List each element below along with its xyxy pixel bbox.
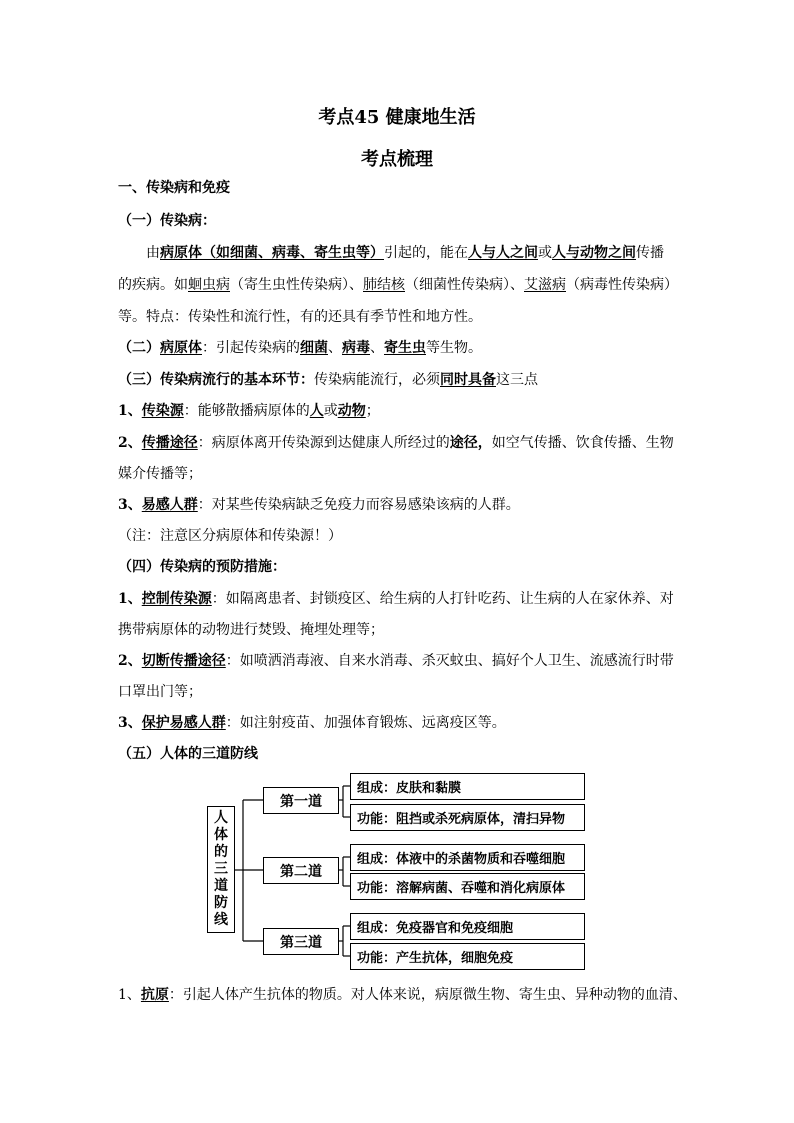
second-line-box: 第二道: [263, 857, 339, 884]
paragraph-line-2: 的疾病。如蛔虫病（寄生虫性传染病）、肺结核（细菌性传染病）、艾滋病（病毒性传染病）: [118, 277, 678, 293]
section-heading: 一、传染病和免疫: [118, 180, 230, 196]
transmission-route-item-cont: 媒介传播等；: [118, 466, 202, 482]
subsection-5-label: （五）人体的三道防线: [118, 746, 258, 762]
subsection-4-label: （四）传染病的预防措施：: [118, 559, 286, 575]
second-line-composition: 组成：体液中的杀菌物质和吞噬细胞: [350, 844, 585, 871]
susceptible-group-item: 3、易感人群：对某些传染病缺乏免疫力而容易感染该病的人群。: [118, 497, 520, 513]
prevention-item-3: 3、保护易感人群：如注射疫苗、加强体育锻炼、远离疫区等。: [118, 715, 506, 731]
page-subtitle: 考点梳理: [361, 149, 433, 170]
prevention-item-1-cont: 携带病原体的动物进行焚毁、掩埋处理等；: [118, 622, 384, 638]
root-char: 的: [214, 844, 228, 860]
page-title: 考点45 健康地生活: [318, 107, 476, 128]
first-line-composition: 组成：皮肤和黏膜: [350, 773, 585, 800]
prevention-item-2-cont: 口罩出门等；: [118, 684, 202, 700]
root-char: 防: [214, 895, 228, 911]
third-line-box: 第三道: [263, 928, 339, 955]
three-lines-of-defense-root: [207, 806, 235, 933]
note-text: （注：注意区分病原体和传染源！）: [118, 528, 342, 544]
paragraph-line-1: 由病原体（如细菌、病毒、寄生虫等）引起的，能在人与人之间或人与动物之间传播: [146, 245, 664, 261]
transmission-route-item: 2、传播途径：病原体离开传染源到达健康人所经过的途径，如空气传播、饮食传播、生物: [118, 435, 674, 451]
second-line-function: 功能：溶解病菌、吞噬和消化病原体: [350, 873, 585, 900]
first-line-function: 功能：阻挡或杀死病原体，清扫异物: [350, 804, 585, 831]
first-line-box: 第一道: [263, 787, 339, 814]
antigen-definition: 1、抗原：引起人体产生抗体的物质。对人体来说，病原微生物、寄生虫、异种动物的血清、: [118, 987, 687, 1003]
root-char: 三: [214, 861, 228, 877]
subsection-3: （三）传染病流行的基本环节：传染病能流行，必须同时具备这三点: [118, 372, 538, 388]
infection-source-item: 1、传染源：能够散播病原体的人或动物；: [118, 403, 380, 419]
paragraph-line-3: 等。特点：传染性和流行性，有的还具有季节性和地方性。: [118, 309, 482, 325]
subsection-2: （二）病原体：引起传染病的细菌、病毒、寄生虫等生物。: [118, 340, 482, 356]
third-line-function: 功能：产生抗体，细胞免疫: [350, 943, 585, 970]
prevention-item-2: 2、切断传播途径：如喷洒消毒液、自来水消毒、杀灭蚊虫、搞好个人卫生、流感流行时带: [118, 653, 674, 669]
subsection-1-label: （一）传染病：: [118, 213, 216, 229]
third-line-composition: 组成：免疫器官和免疫细胞: [350, 913, 585, 940]
root-char: 道: [214, 878, 228, 894]
root-char: 体: [214, 827, 228, 843]
prevention-item-1: 1、控制传染源：如隔离患者、封锁疫区、给生病的人打针吃药、让生病的人在家休养、对: [118, 591, 674, 607]
root-char: 线: [214, 912, 228, 928]
root-char: 人: [214, 810, 228, 826]
